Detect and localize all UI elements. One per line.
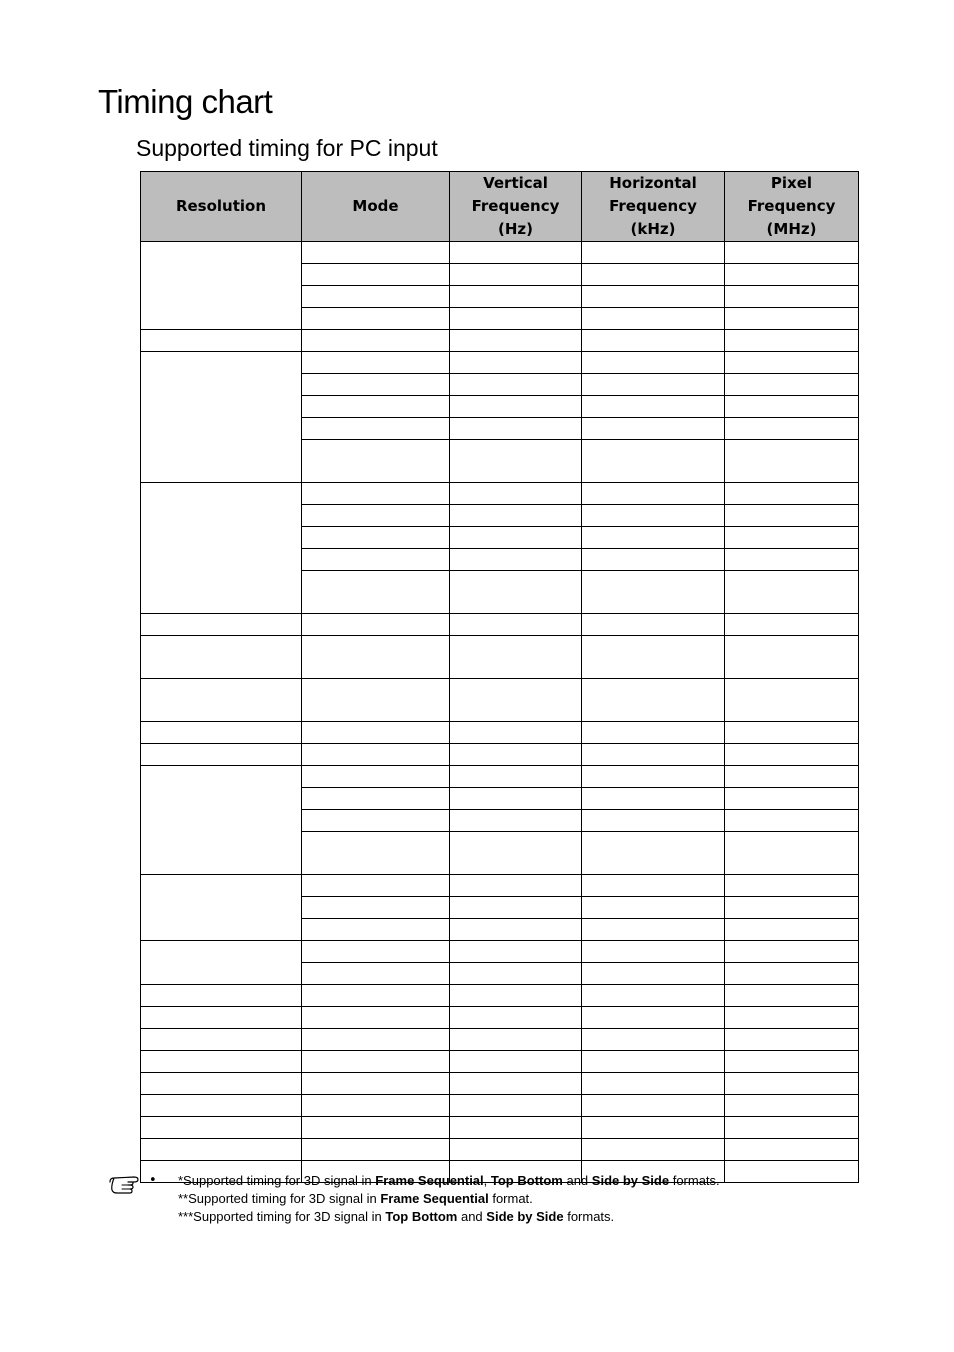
table-cell <box>725 941 859 963</box>
table-cell <box>582 766 725 788</box>
table-cell <box>450 374 582 396</box>
table-row <box>141 1073 859 1095</box>
note-text: *Supported timing for 3D signal in <box>178 1173 376 1188</box>
table-cell <box>302 1051 450 1073</box>
table-cell <box>302 614 450 636</box>
table-cell <box>725 418 859 440</box>
header-pixel-frequency <box>725 172 859 242</box>
table-cell <box>450 1139 582 1161</box>
table-cell <box>302 483 450 505</box>
table-cell <box>725 1139 859 1161</box>
table-cell <box>582 505 725 527</box>
resolution-cell <box>141 722 302 744</box>
table-cell <box>302 679 450 722</box>
table-cell <box>450 941 582 963</box>
resolution-cell <box>141 1007 302 1029</box>
table-cell <box>725 875 859 897</box>
table-cell <box>450 919 582 941</box>
table-cell <box>450 1051 582 1073</box>
table-cell <box>725 286 859 308</box>
table-cell <box>582 897 725 919</box>
table-cell <box>582 744 725 766</box>
table-row <box>141 875 859 897</box>
resolution-cell <box>141 766 302 875</box>
table-cell <box>302 396 450 418</box>
table-cell <box>582 636 725 679</box>
table-cell <box>725 897 859 919</box>
table-cell <box>725 766 859 788</box>
table-cell <box>450 571 582 614</box>
table-cell <box>725 1073 859 1095</box>
resolution-cell <box>141 1051 302 1073</box>
table-cell <box>450 242 582 264</box>
table-cell <box>450 897 582 919</box>
table-cell <box>582 308 725 330</box>
table-cell <box>302 308 450 330</box>
table-row <box>141 679 859 722</box>
table-cell <box>725 722 859 744</box>
table-cell <box>582 264 725 286</box>
table-cell <box>582 483 725 505</box>
table-cell <box>302 832 450 875</box>
table-cell <box>302 418 450 440</box>
note-text: and <box>562 1173 592 1188</box>
table-cell <box>725 396 859 418</box>
table-cell <box>450 330 582 352</box>
table-cell <box>450 1073 582 1095</box>
table-cell <box>302 571 450 614</box>
table-cell <box>725 1051 859 1073</box>
table-cell <box>725 527 859 549</box>
resolution-cell <box>141 483 302 614</box>
table-cell <box>582 832 725 875</box>
table-cell <box>582 679 725 722</box>
table-cell <box>582 571 725 614</box>
table-cell <box>582 788 725 810</box>
table-cell <box>302 549 450 571</box>
table-cell <box>725 264 859 286</box>
table-cell <box>450 1029 582 1051</box>
resolution-cell <box>141 330 302 352</box>
table-cell <box>450 614 582 636</box>
note-text: formats. <box>669 1173 720 1188</box>
table-cell <box>725 614 859 636</box>
table-cell <box>302 352 450 374</box>
note-text: , <box>483 1173 491 1188</box>
table-cell <box>450 722 582 744</box>
table-cell <box>725 505 859 527</box>
table-cell <box>450 875 582 897</box>
note-bold: Side by Side <box>591 1173 670 1188</box>
table-row <box>141 352 859 374</box>
table-cell <box>582 374 725 396</box>
table-row <box>141 766 859 788</box>
table-row <box>141 1117 859 1139</box>
note-text: **Supported timing for 3D signal in <box>178 1191 381 1206</box>
table-cell <box>450 744 582 766</box>
table-cell <box>582 440 725 483</box>
table-cell <box>725 571 859 614</box>
table-cell <box>725 440 859 483</box>
header-vertical-frequency-text: Vertical Frequency (Hz) <box>471 174 560 238</box>
table-cell <box>302 330 450 352</box>
table-cell <box>450 636 582 679</box>
note-line-3 <box>178 1208 720 1226</box>
note-text: formats. <box>563 1209 615 1224</box>
table-cell <box>302 1073 450 1095</box>
table-cell <box>302 744 450 766</box>
header-horizontal-frequency <box>582 172 725 242</box>
table-cell <box>450 766 582 788</box>
table-cell <box>302 1095 450 1117</box>
table-cell <box>725 985 859 1007</box>
resolution-cell <box>141 875 302 941</box>
note-bold: Top Bottom <box>385 1209 458 1224</box>
table-cell <box>582 875 725 897</box>
resolution-cell <box>141 1095 302 1117</box>
table-row <box>141 614 859 636</box>
table-row <box>141 1139 859 1161</box>
table-cell <box>450 679 582 722</box>
table-cell <box>450 810 582 832</box>
table-cell <box>302 242 450 264</box>
table-cell <box>725 679 859 722</box>
note-bold: Top Bottom <box>490 1173 563 1188</box>
table-cell <box>725 810 859 832</box>
table-cell <box>302 919 450 941</box>
page-title: Timing chart <box>98 83 273 120</box>
header-resolution <box>141 172 302 242</box>
table-row <box>141 722 859 744</box>
pointing-hand-icon <box>108 1172 146 1194</box>
table-cell <box>302 636 450 679</box>
table-cell <box>582 418 725 440</box>
table-row <box>141 941 859 963</box>
timing-table <box>140 171 859 1183</box>
table-cell <box>302 963 450 985</box>
table-cell <box>450 352 582 374</box>
resolution-cell <box>141 1139 302 1161</box>
table-cell <box>582 1139 725 1161</box>
table-cell <box>582 1095 725 1117</box>
table-row <box>141 636 859 679</box>
table-cell <box>725 330 859 352</box>
note-bullet: • <box>149 1173 157 1188</box>
table-cell <box>725 636 859 679</box>
header-vertical-frequency <box>450 172 582 242</box>
table-cell <box>725 483 859 505</box>
table-cell <box>582 549 725 571</box>
table-cell <box>450 286 582 308</box>
resolution-cell <box>141 1073 302 1095</box>
table-cell <box>725 1007 859 1029</box>
header-mode <box>302 172 450 242</box>
table-cell <box>302 1117 450 1139</box>
table-cell <box>725 919 859 941</box>
table-cell <box>450 440 582 483</box>
resolution-cell <box>141 614 302 636</box>
table-cell <box>582 242 725 264</box>
table-row <box>141 1051 859 1073</box>
table-cell <box>725 549 859 571</box>
header-horizontal-frequency-text: Horizontal Frequency (kHz) <box>609 174 697 238</box>
header-resolution-text: Resolution <box>175 197 267 215</box>
note-bold: Frame Sequential <box>380 1191 489 1206</box>
table-cell <box>725 1117 859 1139</box>
table-cell <box>302 897 450 919</box>
table-cell <box>582 963 725 985</box>
resolution-cell <box>141 744 302 766</box>
resolution-cell <box>141 242 302 330</box>
resolution-cell <box>141 1029 302 1051</box>
header-pixel-frequency-text: Pixel Frequency (MHz) <box>747 174 836 238</box>
table-cell <box>302 985 450 1007</box>
note-text: and <box>457 1209 487 1224</box>
resolution-cell <box>141 941 302 985</box>
table-cell <box>450 963 582 985</box>
table-cell <box>302 875 450 897</box>
resolution-cell <box>141 1117 302 1139</box>
table-cell <box>582 985 725 1007</box>
table-cell <box>582 1051 725 1073</box>
table-cell <box>450 832 582 875</box>
table-cell <box>725 963 859 985</box>
table-cell <box>450 308 582 330</box>
table-cell <box>725 374 859 396</box>
table-header-row <box>141 172 859 242</box>
table-cell <box>725 788 859 810</box>
note-text: format. <box>488 1191 533 1206</box>
table-cell <box>582 941 725 963</box>
table-cell <box>582 330 725 352</box>
table-cell <box>450 1117 582 1139</box>
table-cell <box>582 286 725 308</box>
table-cell <box>302 505 450 527</box>
table-cell <box>450 264 582 286</box>
note-line-1 <box>178 1172 720 1190</box>
table-cell <box>302 810 450 832</box>
table-row <box>141 1095 859 1117</box>
table-cell <box>582 396 725 418</box>
table-cell <box>302 286 450 308</box>
table-row <box>141 483 859 505</box>
table-cell <box>725 1095 859 1117</box>
table-cell <box>302 440 450 483</box>
table-cell <box>582 1073 725 1095</box>
table-cell <box>302 941 450 963</box>
resolution-cell <box>141 636 302 679</box>
table-row <box>141 1029 859 1051</box>
header-mode-text: Mode <box>352 197 399 215</box>
table-row <box>141 1007 859 1029</box>
note-text: ***Supported timing for 3D signal in <box>178 1209 386 1224</box>
table-cell <box>302 1029 450 1051</box>
table-cell <box>725 744 859 766</box>
section-title: Supported timing for PC input <box>136 135 438 161</box>
table-row <box>141 330 859 352</box>
table-cell <box>582 1007 725 1029</box>
table-cell <box>725 308 859 330</box>
table-cell <box>450 483 582 505</box>
table-cell <box>302 264 450 286</box>
table-cell <box>302 766 450 788</box>
table-cell <box>725 352 859 374</box>
table-cell <box>725 242 859 264</box>
note-line-2 <box>178 1190 720 1208</box>
table-cell <box>302 1139 450 1161</box>
table-cell <box>582 527 725 549</box>
resolution-cell <box>141 985 302 1007</box>
table-row <box>141 242 859 264</box>
table-cell <box>302 722 450 744</box>
resolution-cell <box>141 352 302 483</box>
table-cell <box>450 418 582 440</box>
table-cell <box>450 549 582 571</box>
note-bold: Side by Side <box>486 1209 564 1224</box>
table-row <box>141 985 859 1007</box>
table-cell <box>582 1029 725 1051</box>
table-cell <box>450 1095 582 1117</box>
table-cell <box>302 527 450 549</box>
table-cell <box>582 722 725 744</box>
table-cell <box>725 832 859 875</box>
note-bold: Frame Sequential <box>375 1173 484 1188</box>
table-cell <box>582 810 725 832</box>
table-cell <box>450 788 582 810</box>
resolution-cell <box>141 679 302 722</box>
table-row <box>141 744 859 766</box>
table-cell <box>725 1161 859 1183</box>
table-cell <box>302 1007 450 1029</box>
table-cell <box>582 352 725 374</box>
table-cell <box>725 1029 859 1051</box>
table-cell <box>450 505 582 527</box>
table-cell <box>302 788 450 810</box>
table-cell <box>450 396 582 418</box>
table-cell <box>582 919 725 941</box>
table-cell <box>582 614 725 636</box>
table-cell <box>582 1117 725 1139</box>
note-lines <box>178 1172 720 1226</box>
table-cell <box>450 527 582 549</box>
table-cell <box>450 1007 582 1029</box>
table-cell <box>302 374 450 396</box>
table-cell <box>450 985 582 1007</box>
